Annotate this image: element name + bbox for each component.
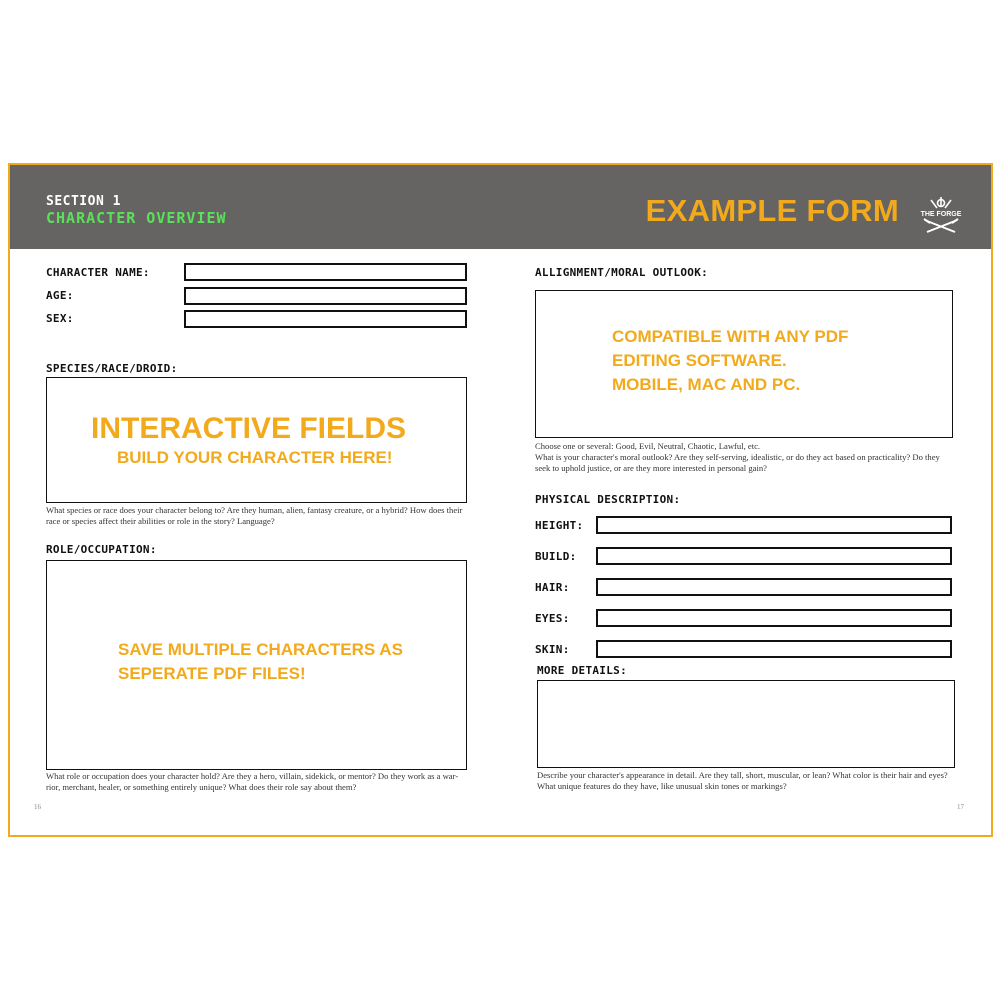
build-field[interactable]: [596, 547, 952, 565]
alignment-hint-choices: Choose one or several: Good, Evil, Neutral, Chaotic, Lawful, etc.: [535, 441, 761, 451]
sex-label: SEX:: [46, 312, 74, 325]
role-textbox[interactable]: [46, 560, 467, 770]
age-field[interactable]: [184, 287, 467, 305]
section-title: CHARACTER OVERVIEW: [46, 209, 227, 227]
species-hint: What species or race does your character belong to? Are they human, alien, fantasy creature, or a hybrid? How does their race or species affect their abilities or role in the story? Language?: [46, 505, 463, 526]
alignment-textbox[interactable]: [535, 290, 953, 438]
more-details-hint: Describe your character's appearance in detail. Are they tall, short, muscular, or lean? What color is their hair and eyes? What unique features do they have, like unusual skin tones or markings?: [537, 770, 948, 791]
character-name-label: CHARACTER NAME:: [46, 266, 150, 279]
skin-field[interactable]: [596, 640, 952, 658]
promo-editing-software: EDITING SOFTWARE.: [612, 351, 787, 370]
alignment-label: ALLIGNMENT/MORAL OUTLOOK:: [535, 266, 709, 279]
species-textbox[interactable]: [46, 377, 467, 503]
forge-hammers-logo-icon: [919, 194, 963, 236]
section-label: SECTION 1: [46, 194, 121, 209]
age-label: AGE:: [46, 289, 74, 302]
more-details-textbox[interactable]: [537, 680, 955, 768]
skin-label: SKIN:: [535, 643, 570, 656]
more-details-label: MORE DETAILS:: [537, 664, 627, 677]
logo-text: THE FORGE: [920, 211, 962, 218]
role-hint: What role or occupation does your character hold? Are they a hero, villain, sidekick, or mentor? Do they work as a war-rior, merchant, healer, or something entirely unique? What does their role say about them?: [46, 771, 459, 792]
page-number-right: 17: [957, 803, 964, 811]
promo-build-character: BUILD YOUR CHARACTER HERE!: [117, 448, 393, 467]
hair-field[interactable]: [596, 578, 952, 596]
promo-mobile-mac-pc: MOBILE, MAC AND PC.: [612, 375, 801, 394]
character-name-field[interactable]: [184, 263, 467, 281]
header-bar: [10, 165, 991, 249]
physical-description-label: PHYSICAL DESCRIPTION:: [535, 493, 681, 506]
sex-field[interactable]: [184, 310, 467, 328]
hair-label: HAIR:: [535, 581, 570, 594]
page-number-left: 16: [34, 803, 41, 811]
role-label: ROLE/OCCUPATION:: [46, 543, 157, 556]
promo-compatible: COMPATIBLE WITH ANY PDF: [612, 327, 849, 346]
eyes-label: EYES:: [535, 612, 570, 625]
form-title: EXAMPLE FORM: [645, 193, 899, 228]
eyes-field[interactable]: [596, 609, 952, 627]
build-label: BUILD:: [535, 550, 577, 563]
form-spread: [8, 163, 993, 837]
promo-seperate-pdf: SEPERATE PDF FILES!: [118, 664, 306, 683]
species-label: SPECIES/RACE/DROID:: [46, 362, 178, 375]
height-label: HEIGHT:: [535, 519, 584, 532]
promo-save-multiple: SAVE MULTIPLE CHARACTERS AS: [118, 640, 403, 659]
promo-interactive-fields: INTERACTIVE FIELDS: [91, 412, 407, 445]
alignment-hint-outlook: What is your character's moral outlook? Are they self-serving, idealistic, or do they act based on practicality? Do they seek to uphold justice, or are they more interested in personal gain?: [535, 452, 940, 473]
height-field[interactable]: [596, 516, 952, 534]
